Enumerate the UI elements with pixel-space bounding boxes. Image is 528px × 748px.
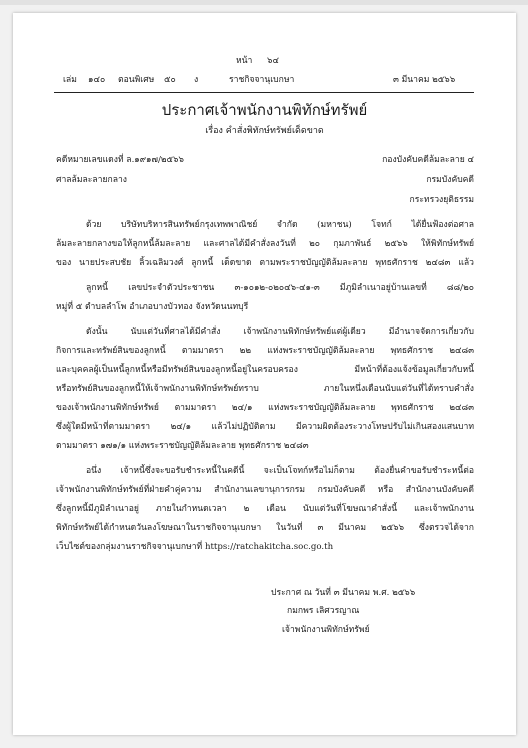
paragraph-4-line: พิทักษ์ทรัพย์ได้กำหนดวันลงโฆษณาในราชกิจจานุเบกษา ในวันที่ ๓ มีนาคม ๒๕๖๖ ซึ่งตรวจได้จาก — [56, 523, 474, 533]
announcement-subject: เรื่อง คำสั่งพิทักษ์ทรัพย์เด็ดขาด — [205, 126, 324, 136]
case-number: คดีหมายเลขแดงที่ ล.๑๙๑๗/๒๕๖๖ — [56, 155, 184, 165]
paragraph-3-line: และบุคคลผู้เป็นหนี้ลูกหนี้หรือมีทรัพย์สินของลูกหนี้อยู่ในครอบครอง มีหน้าที่ต้องแจ้งข้อมูลเกี่ยวกับหนี้ — [56, 365, 474, 375]
volume-number: ๑๔๐ — [88, 75, 106, 85]
office-division: กองบังคับคดีล้มละลาย ๔ — [382, 155, 474, 165]
paragraph-3-line: ซึ่งผู้ใดมีหน้าที่ตามมาตรา ๒๔/๑ แล้วไม่ปฏิบัติตาม มีความผิดต้องระวางโทษปรับไม่เกินสองแสนบาท — [56, 422, 474, 432]
paragraph-3-line: หรือทรัพย์สินของลูกหนี้ให้เจ้าพนักงานพิทักษ์ทรัพย์ทราบ ภายในหนึ่งเดือนนับแต่วันที่ได้ทราบคำสั่ง — [56, 384, 474, 394]
paragraph-3-line: ดังนั้น นับแต่วันที่ศาลได้มีคำสั่ง เจ้าพนักงานพิทักษ์ทรัพย์แต่ผู้เดียว มีอำนาจจัดการเกี่ยวกับ — [86, 327, 474, 337]
signatory-position: เจ้าพนักงานพิทักษ์ทรัพย์ — [282, 625, 370, 635]
page-number: ๖๔ — [267, 56, 279, 66]
signatory-name: กมกพร เลิศวรญาณ — [287, 606, 360, 616]
section-number: ๕๐ — [164, 75, 176, 85]
page-label: หน้า — [236, 56, 253, 66]
paragraph-1-line: ของ นายประสบชัย ลิ้วเฉลิมวงศ์ ลูกหนี้ เด็ดขาด ตามพระราชบัญญัติล้มละลาย พุทธศักราช ๒๔๘๓ แล้ว — [56, 258, 474, 268]
viewer-top-shade — [0, 0, 528, 5]
paragraph-2-line: หมู่ที่ ๕ ตำบลลำโพ อำเภอบางบัวทอง จังหวัดนนทบุรี — [56, 302, 249, 312]
paragraph-3-line: ตามมาตรา ๑๗๑/๑ แห่งพระราชบัญญัติล้มละลาย พุทธศักราช ๒๔๘๓ — [56, 441, 309, 451]
publication-name: ราชกิจจานุเบกษา — [229, 75, 295, 85]
court-name: ศาลล้มละลายกลาง — [56, 175, 127, 185]
paragraph-1-line: ล้มละลายกลางขอให้ลูกหนี้ล้มละลาย และศาลได้มีคำสั่งลงวันที่ ๒๐ กุมภาพันธ์ ๒๕๖๖ ให้พิทักษ์ทรัพย์ — [56, 239, 474, 249]
document-page — [13, 13, 516, 735]
paragraph-4-line: ซึ่งลูกหนี้มีภูมิลำเนาอยู่ ภายในกำหนดเวลา ๒ เดือน นับแต่วันที่โฆษณาคำสั่งนี้ และเจ้าพนักงาน — [56, 504, 474, 514]
paragraph-2-line: ลูกหนี้ เลขประจำตัวประชาชน ๓-๑๐๑๒-๐๒๐๔๖-๔๑-๓ มีภูมิลำเนาอยู่บ้านเลขที่ ๘๘/๒๐ — [86, 283, 474, 293]
announcement-title: ประกาศเจ้าพนักงานพิทักษ์ทรัพย์ — [161, 101, 368, 119]
paragraph-4-line: เว็บไซต์ของกลุ่มงานราชกิจจานุเบกษาที่ https://ratchakitcha.soc.go.th — [56, 542, 334, 552]
paragraph-3-line: ของเจ้าพนักงานพิทักษ์ทรัพย์ ตามมาตรา ๒๔/๑ แห่งพระราชบัญญัติล้มละลาย พุทธศักราช ๒๔๘๓ — [56, 403, 474, 413]
header-rule — [54, 92, 474, 93]
section-label: ตอนพิเศษ — [118, 75, 155, 85]
volume-label: เล่ม — [63, 75, 77, 85]
paragraph-4-line: อนึ่ง เจ้าหนี้ซึ่งจะขอรับชำระหนี้ในคดีนี้ จะเป็นโจทก์หรือไม่ก็ตาม ต้องยื่นคำขอรับชำระหนี้ต่อ — [86, 466, 474, 476]
office-department: กรมบังคับคดี — [426, 175, 474, 185]
publication-date: ๓ มีนาคม ๒๕๖๖ — [393, 75, 456, 85]
announcement-date: ประกาศ ณ วันที่ ๓ มีนาคม พ.ศ. ๒๕๖๖ — [271, 588, 416, 598]
paragraph-4-line: เจ้าพนักงานพิทักษ์ทรัพย์ที่ฝ่ายคำคู่ความ สำนักงานเลขานุการกรม กรมบังคับคดี หรือ สำนักงานบังคับคดี — [56, 485, 474, 495]
section-suffix: ง — [194, 75, 199, 85]
paragraph-1-line: ด้วย บริษัทบริหารสินทรัพย์กรุงเทพพาณิชย์ จำกัด (มหาชน) โจทก์ ได้ยื่นฟ้องต่อศาล — [86, 220, 474, 230]
office-ministry: กระทรวงยุติธรรม — [409, 195, 474, 205]
paragraph-3-line: กิจการและทรัพย์สินของลูกหนี้ ตามมาตรา ๒๒ แห่งพระราชบัญญัติล้มละลาย พุทธศักราช ๒๔๘๓ — [56, 346, 474, 356]
